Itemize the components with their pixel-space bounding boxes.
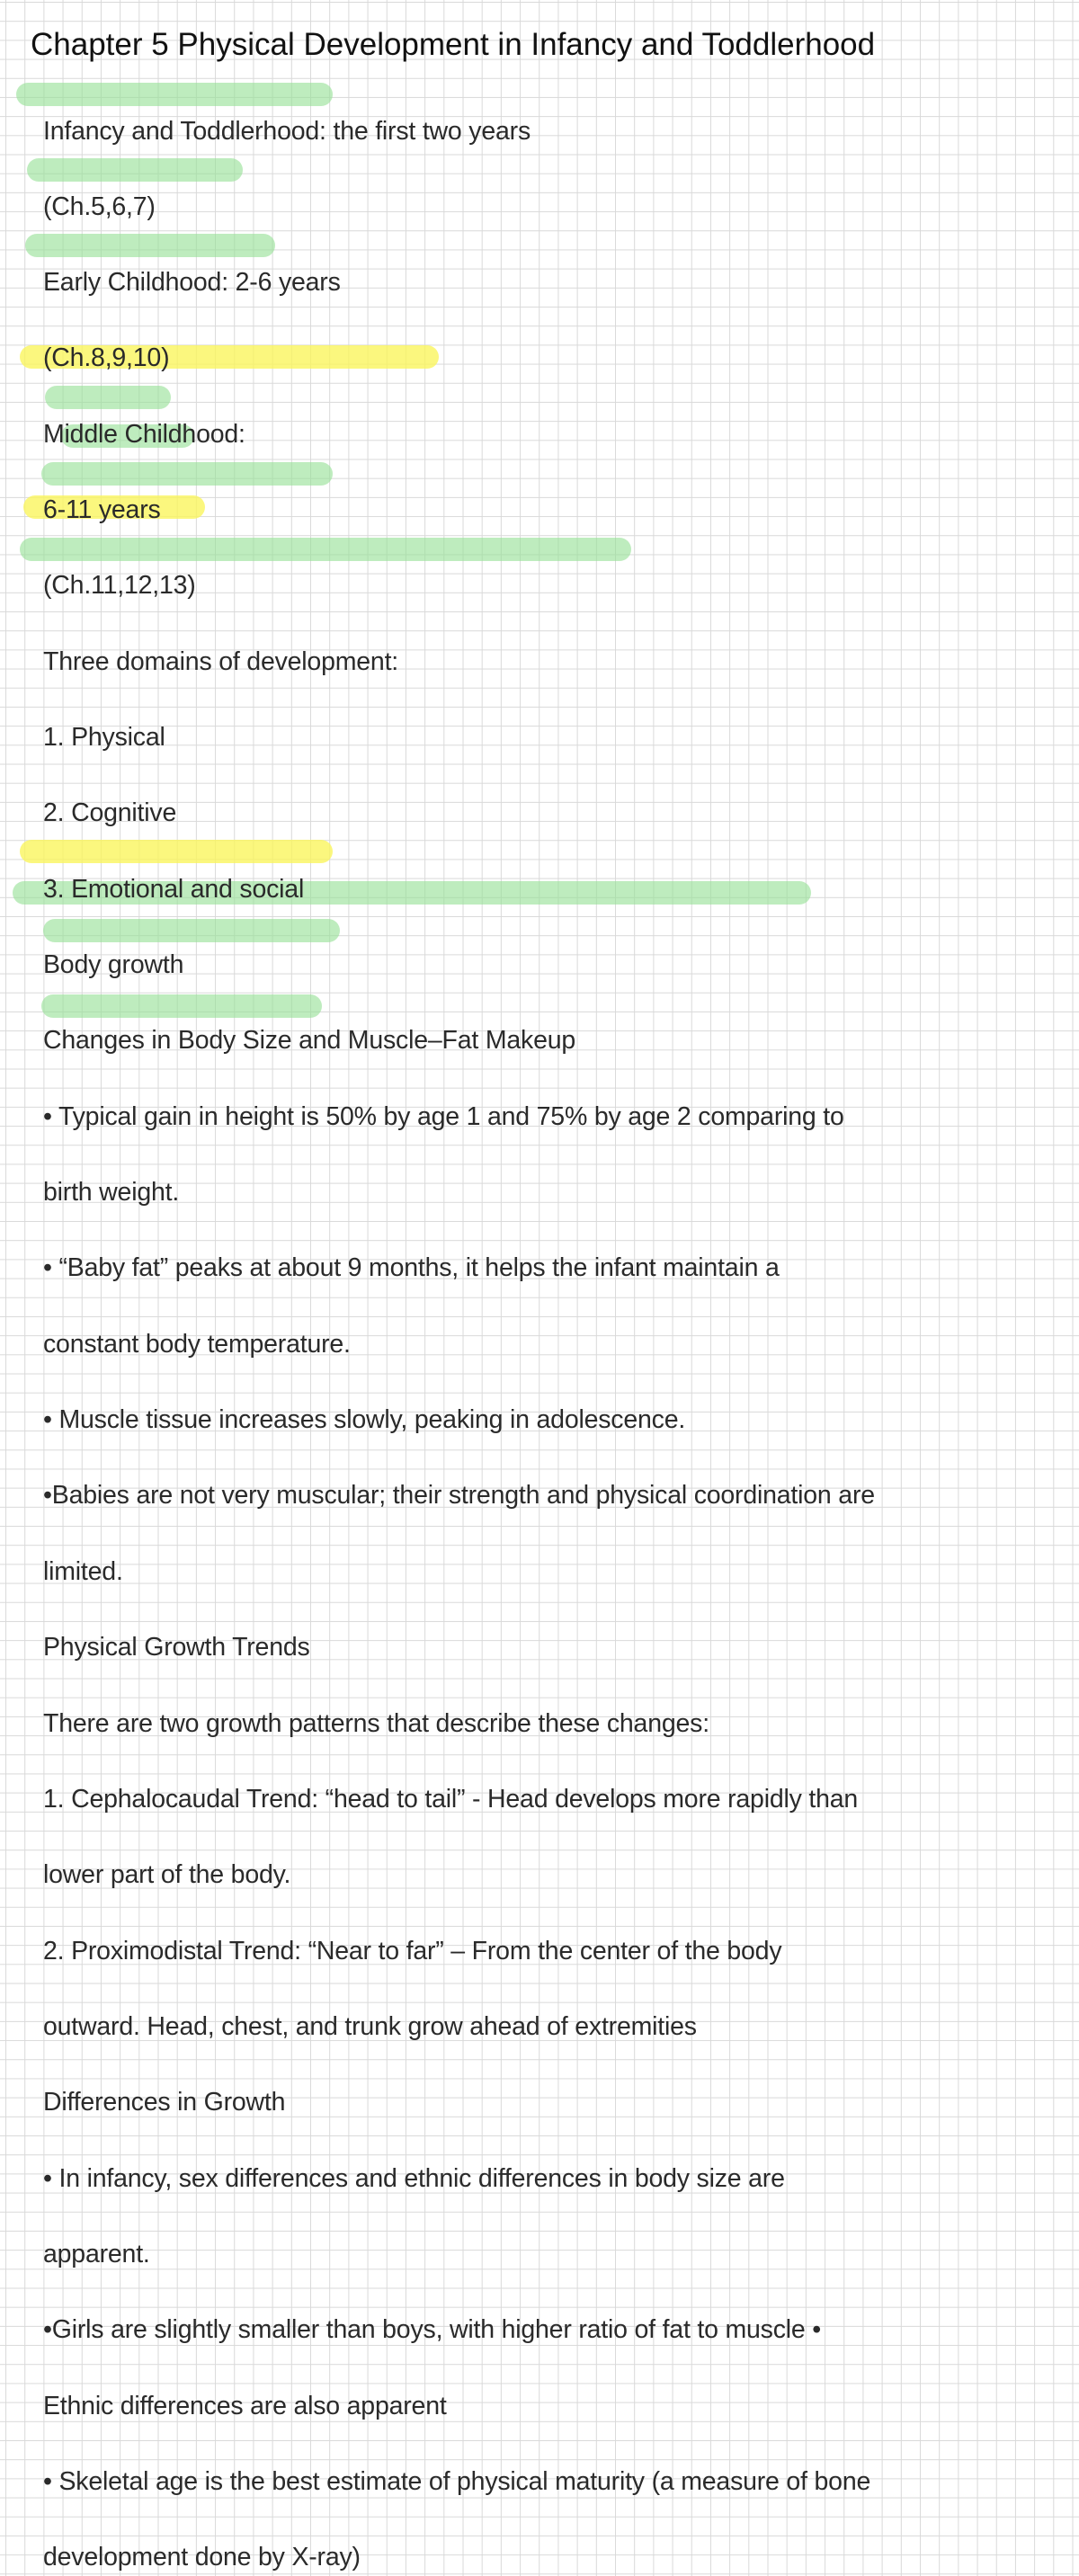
note-line: constant body temperature.: [43, 1330, 351, 1359]
note-line: birth weight.: [43, 1178, 180, 1207]
note-line: Changes in Body Size and Muscle–Fat Makeup: [43, 1026, 576, 1055]
note-line: •Girls are slightly smaller than boys, with higher ratio of fat to muscle •: [43, 2315, 822, 2344]
note-line: Differences in Growth: [43, 2088, 286, 2117]
highlight-physical: [45, 386, 171, 409]
note-line: (Ch.11,12,13): [43, 571, 196, 600]
note-line: outward. Head, chest, and trunk grow ahead of extremities: [43, 2012, 697, 2041]
highlight-middle-childhood: [25, 234, 275, 257]
highlight-emotional-social: [41, 462, 333, 486]
highlight-changes-body-size: [20, 538, 631, 561]
note-line: 1. Physical: [43, 723, 165, 752]
note-line: Infancy and Toddlerhood: the first two years: [43, 117, 531, 146]
note-line: There are two growth patterns that describe these changes:: [43, 1709, 709, 1738]
note-line: •Babies are not very muscular; their strength and physical coordination are: [43, 1481, 875, 1510]
note-line: 6-11 years: [43, 495, 161, 524]
note-line: • Muscle tissue increases slowly, peaking in adolescence.: [43, 1405, 686, 1434]
note-line: Ethnic differences are also apparent: [43, 2392, 447, 2420]
note-line: • Skeletal age is the best estimate of physical maturity (a measure of bone: [43, 2467, 871, 2496]
note-line: Early Childhood: 2-6 years: [43, 268, 341, 297]
note-line: apparent.: [43, 2240, 150, 2268]
note-line: Middle Childhood:: [43, 420, 245, 449]
note-line: • “Baby fat” peaks at about 9 months, it helps the infant maintain a: [43, 1253, 780, 1282]
note-line: 2. Proximodistal Trend: “Near to far” – From the center of the body: [43, 1937, 782, 1965]
page-title: Chapter 5 Physical Development in Infancy and Toddlerhood: [31, 27, 876, 62]
note-line: • Typical gain in height is 50% by age 1 and 75% by age 2 comparing to: [43, 1102, 844, 1131]
highlight-early-childhood: [27, 158, 243, 182]
note-line: development done by X-ray): [43, 2543, 361, 2572]
highlight-infancy-toddlerhood: [16, 83, 333, 106]
highlight-physical-growth-trends: [20, 840, 333, 863]
note-line: Physical Growth Trends: [43, 1633, 310, 1662]
note-line: limited.: [43, 1557, 123, 1586]
note-line: Three domains of development:: [43, 647, 399, 676]
note-line: 2. Cognitive: [43, 798, 177, 827]
note-line: (Ch.5,6,7): [43, 192, 156, 221]
note-line: lower part of the body.: [43, 1860, 291, 1889]
note-line: 1. Cephalocaudal Trend: “head to tail” - Head develops more rapidly than: [43, 1785, 859, 1814]
highlight-proximodistal: [41, 994, 322, 1018]
note-line: 3. Emotional and social: [43, 875, 305, 904]
note-line: (Ch.8,9,10): [43, 343, 170, 372]
highlight-cephalocaudal: [43, 919, 340, 942]
note-line: Body growth: [43, 950, 184, 979]
note-line: • In infancy, sex differences and ethnic differences in body size are: [43, 2164, 785, 2193]
